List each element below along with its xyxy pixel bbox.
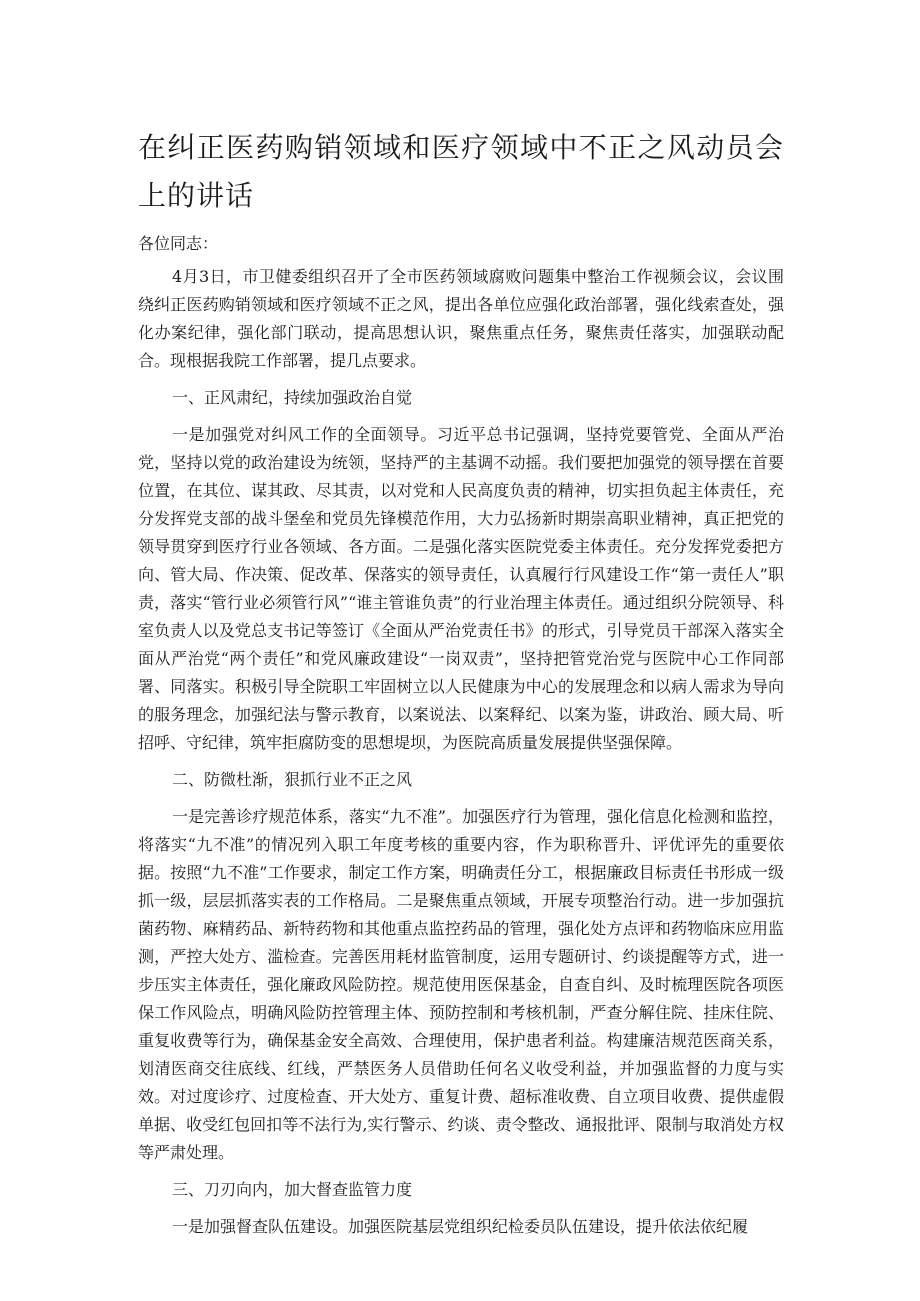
- section-3-heading: 三、刀刃向内，加大督查监管力度: [172, 1180, 413, 1199]
- salutation: 各位同志：: [138, 234, 219, 253]
- document-title: 在纠正医药购销领域和医疗领域中不正之风动员会上的讲话: [138, 131, 784, 212]
- intro-paragraph: 4月3日，市卫健委组织召开了全市医药领域腐败问题集中整治工作视频会议，会议围绕纠正医药购销领域和医疗领域不正之风，提出各单位应强化政治部署，强化线索查处，强化办案纪律，强化部门联动，提高思想认识，聚焦重点任务，聚焦责任落实，加强联动配合。现根据我院工作部署，提几点要求。: [138, 267, 784, 370]
- document-page: [138, 0, 784, 1241]
- section-3-body: 一是加强督查队伍建设。加强医院基层党组织纪检委员队伍建设，提升依法依纪履: [172, 1217, 749, 1236]
- section-2-body: 一是完善诊疗规范体系，落实“九不准”。加强医疗行为管理，强化信息化检测和监控，将落实“九不准”的情况列入职工年度考核的重要内容，作为职称晋升、评优评先的重要依据。按照“九不准”工作要求，制定工作方案，明确责任分工，根据廉政目标责任书形成一级抓一级，层层抓落实表的工作格局。二是聚焦重点领域，开展专项整治行动。进一步加强抗菌药物、麻精药品、新特药物和其他重点监控药品的管理，强化处方点评和药物临床应用监测，严控大处方、滥检查。完善医用耗材监管制度，运用专题研讨、约谈提醒等方式，进一步压实主体责任，强化廉政风险防控。规范使用医保基金，自查自纠、及时梳理医院各项医保工作风险点，明确风险防控管理主体、预防控制和考核机制，严查分解住院、挂床住院、重复收费等行为，确保基金安全高效、合理使用，保护患者利益。构建廉洁规范医商关系，划清医商交往底线、红线，严禁医务人员借助任何名义收受利益，并加强监督的力度与实效。对过度诊疗、过度检查、开大处方、重复计费、超标准收费、自立项目收费、提供虚假单据、收受红包回扣等不法行为,实行警示、约谈、责令整改、通报批评、限制与取消处方权等严肃处理。: [138, 807, 784, 1162]
- section-1-body: 一是加强党对纠风工作的全面领导。习近平总书记强调，坚持党要管党、全面从严治党，坚持以党的政治建设为统领，坚持严的主基调不动摇。我们要把加强党的领导摆在首要位置，在其位、谋其政、尽其责，以对党和人民高度负责的精神，切实担负起主体责任，充分发挥党支部的战斗堡垒和党员先锋模范作用，大力弘扬新时期崇高职业精神，真正把党的领导贯穿到医疗行业各领域、各方面。二是强化落实医院党委主体责任。充分发挥党委把方向、管大局、作决策、促改革、保落实的领导责任，认真履行行风建设工作“第一责任人”职责，落实“管行业必须管行风”“谁主管谁负责”的行业治理主体责任。通过组织分院领导、科室负责人以及党总支书记等签订《全面从严治党责任书》的形式，引导党员干部深入落实全面从严治党“两个责任”和党风廉政建设“一岗双责”，坚持把管党治党与医院中心工作同部署、同落实。积极引导全院职工牢固树立以人民健康为中心的发展理念和以病人需求为导向的服务理念，加强纪法与警示教育，以案说法、以案释纪、以案为鉴，讲政治、顾大局、听招呼、守纪律，筑牢拒腐防变的思想堤坝，为医院高质量发展提供坚强保障。: [138, 425, 784, 752]
- section-1-heading: 一、正风肃纪，持续加强政治自觉: [172, 388, 413, 407]
- section-2-heading: 二、防微杜渐，狠抓行业不正之风: [172, 770, 413, 789]
